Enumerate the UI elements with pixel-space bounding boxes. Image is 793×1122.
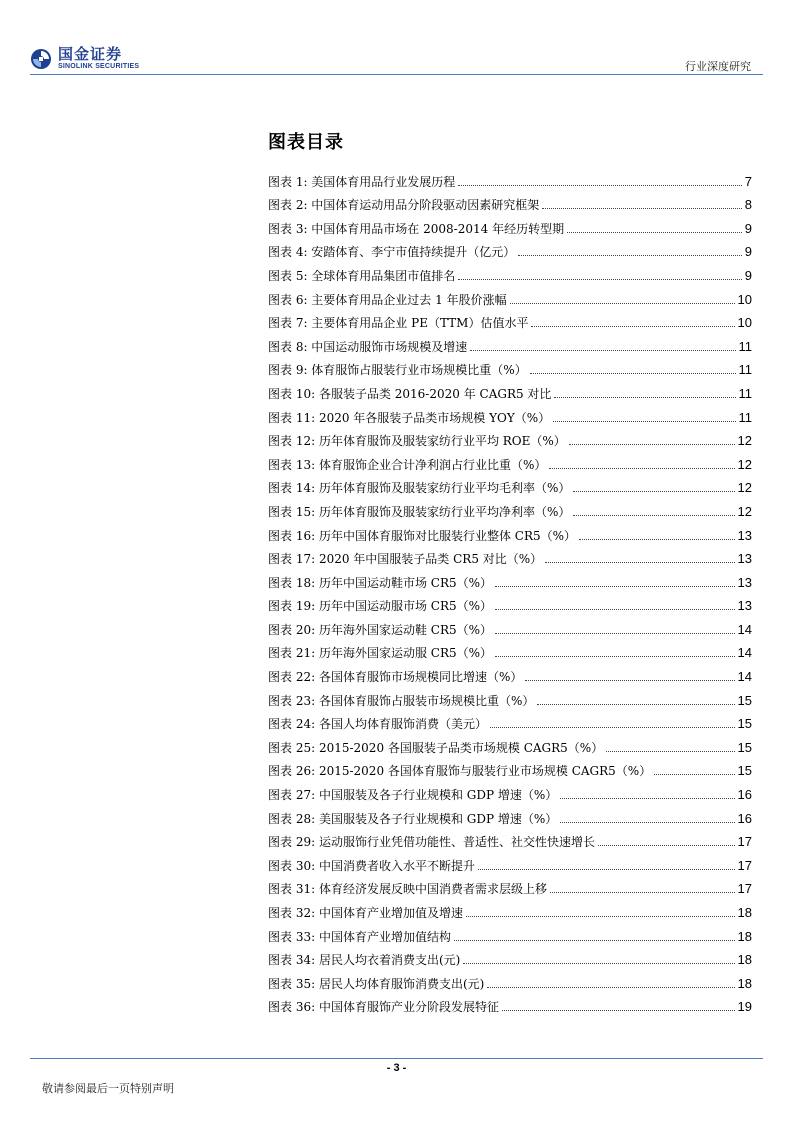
- toc-dot-leader: [567, 231, 742, 233]
- toc-entry-page: 13: [737, 551, 752, 567]
- logo-english-name: SINOLINK SECURITIES: [58, 63, 140, 70]
- toc-entry[interactable]: [268, 426, 752, 450]
- toc-entry[interactable]: [268, 968, 752, 992]
- header-divider: [30, 74, 763, 75]
- page-header: [0, 0, 793, 80]
- toc-dot-leader: [495, 585, 735, 587]
- toc-entry-label: 图表 7: 主要体育用品企业 PE（TTM）估值水平: [268, 316, 529, 331]
- toc-entry-page: 17: [737, 834, 752, 850]
- toc-dot-leader: [549, 467, 734, 469]
- toc-entry-label: 图表 22: 各国体育服饰市场规模同比增速（%）: [268, 670, 523, 685]
- toc-entry[interactable]: [268, 709, 752, 733]
- toc-entry-label: 图表 27: 中国服装及各子行业规模和 GDP 增速（%）: [268, 788, 558, 803]
- toc-entry-page: 11: [738, 385, 752, 401]
- toc-entry-label: 图表 2: 中国体育运动用品分阶段驱动因素研究框架: [268, 198, 540, 213]
- footer-divider: [30, 1058, 763, 1059]
- toc-dot-leader: [606, 750, 734, 752]
- toc-dot-leader: [463, 962, 734, 964]
- toc-entry[interactable]: [268, 874, 752, 898]
- toc-entry-page: 11: [738, 362, 752, 378]
- toc-dot-leader: [554, 396, 735, 398]
- toc-entry[interactable]: [268, 614, 752, 638]
- disclaimer-note: 敬请参阅最后一页特别声明: [42, 1082, 174, 1095]
- toc-entry[interactable]: [268, 190, 752, 214]
- toc-entry[interactable]: [268, 449, 752, 473]
- toc-entry[interactable]: [268, 544, 752, 568]
- toc-dot-leader: [478, 868, 735, 870]
- toc-entry[interactable]: [268, 473, 752, 497]
- toc-entry-label: 图表 8: 中国运动服饰市场规模及增速: [268, 339, 468, 354]
- toc-entry-label: 图表 11: 2020 年各服装子品类市场规模 YOY（%）: [268, 410, 551, 425]
- company-logo: [30, 46, 139, 71]
- toc-entry-label: 图表 3: 中国体育用品市场在 2008-2014 年经历转型期: [268, 221, 565, 236]
- toc-entry[interactable]: [268, 897, 752, 921]
- toc-entry-page: 14: [737, 669, 752, 685]
- toc-dot-leader: [495, 608, 735, 610]
- toc-dot-leader: [573, 490, 734, 492]
- toc-title: 图表目录: [268, 132, 344, 153]
- toc-dot-leader: [654, 773, 734, 775]
- toc-entry-label: 图表 21: 历年海外国家运动服 CR5（%）: [268, 646, 493, 661]
- toc-entry-page: 7: [744, 173, 752, 189]
- toc-entry[interactable]: [268, 827, 752, 851]
- toc-entry[interactable]: [268, 685, 752, 709]
- toc-entry-page: 14: [737, 645, 752, 661]
- toc-entry-page: 8: [744, 197, 752, 213]
- toc-entry-label: 图表 28: 美国服装及各子行业规模和 GDP 增速（%）: [268, 811, 558, 826]
- toc-entry-page: 16: [737, 787, 752, 803]
- toc-entry-page: 10: [737, 291, 752, 307]
- toc-entry[interactable]: [268, 284, 752, 308]
- toc-dot-leader: [495, 655, 735, 657]
- toc-entry[interactable]: [268, 331, 752, 355]
- toc-entry-label: 图表 33: 中国体育产业增加值结构: [268, 929, 451, 944]
- toc-dot-leader: [495, 632, 735, 634]
- toc-entry[interactable]: [268, 520, 752, 544]
- toc-dot-leader: [553, 420, 735, 422]
- toc-entry-page: 18: [737, 952, 752, 968]
- toc-entry-page: 18: [737, 905, 752, 920]
- toc-entry-label: 图表 14: 历年体育服饰及服装家纺行业平均毛利率（%）: [268, 481, 571, 496]
- toc-entry-label: 图表 24: 各国人均体育服饰消费（美元）: [268, 717, 487, 732]
- toc-entry-page: 13: [737, 527, 752, 543]
- toc-dot-leader: [598, 844, 735, 846]
- toc-entry[interactable]: [268, 213, 752, 237]
- toc-entry-label: 图表 16: 历年中国体育服饰对比服装行业整体 CR5（%）: [268, 528, 577, 543]
- toc-entry[interactable]: [268, 779, 752, 803]
- toc-dot-leader: [490, 726, 735, 728]
- toc-entry-label: 图表 25: 2015-2020 各国服装子品类市场规模 CAGR5（%）: [268, 740, 604, 755]
- toc-entry-label: 图表 32: 中国体育产业增加值及增速: [268, 906, 463, 920]
- toc-entry[interactable]: [268, 567, 752, 591]
- toc-dot-leader: [560, 821, 734, 823]
- toc-entry-label: 图表 1: 美国体育用品行业发展历程: [268, 174, 456, 189]
- toc-entry-label: 图表 30: 中国消费者收入水平不断提升: [268, 858, 475, 873]
- toc-entry-label: 图表 20: 历年海外国家运动鞋 CR5（%）: [268, 622, 493, 637]
- toc-dot-leader: [458, 278, 741, 280]
- toc-entry-label: 图表 36: 中国体育服饰产业分阶段发展特征: [268, 1000, 499, 1015]
- toc-entry-page: 14: [737, 621, 752, 637]
- report-type-label: 行业深度研究: [685, 60, 751, 73]
- toc-entry-label: 图表 19: 历年中国运动服市场 CR5（%）: [268, 599, 493, 614]
- toc-dot-leader: [470, 349, 735, 351]
- toc-entry-page: 18: [737, 975, 752, 991]
- toc-entry-label: 图表 10: 各服装子品类 2016-2020 年 CAGR5 对比: [268, 386, 552, 401]
- toc-entry[interactable]: [268, 921, 752, 945]
- toc-dot-leader: [542, 207, 741, 209]
- toc-dot-leader: [510, 302, 735, 304]
- toc-entry-page: 18: [737, 928, 752, 944]
- toc-dot-leader: [518, 254, 741, 256]
- toc-entry[interactable]: [268, 402, 752, 426]
- toc-entry-page: 12: [737, 433, 752, 449]
- toc-dot-leader: [530, 372, 736, 374]
- toc-entry-page: 10: [737, 315, 752, 331]
- toc-entry[interactable]: [268, 496, 752, 520]
- toc-dot-leader: [579, 538, 735, 540]
- toc-entry-label: 图表 29: 运动服饰行业凭借功能性、普适性、社交性快速增长: [268, 835, 595, 850]
- toc-entry-page: 13: [737, 598, 752, 614]
- toc-entry-label: 图表 4: 安踏体育、李宁市值持续提升（亿元）: [268, 245, 516, 260]
- toc-entry-page: 9: [744, 244, 752, 260]
- toc-entry-label: 图表 15: 历年体育服饰及服装家纺行业平均净利率（%）: [268, 504, 571, 519]
- toc-dot-leader: [545, 561, 734, 563]
- toc-entry-label: 图表 5: 全球体育用品集团市值排名: [268, 268, 456, 283]
- toc-entry[interactable]: [268, 237, 752, 261]
- toc-entry-page: 16: [737, 810, 752, 826]
- toc-dot-leader: [502, 1009, 735, 1011]
- toc-entry[interactable]: [268, 638, 752, 662]
- toc-dot-leader: [537, 703, 734, 705]
- toc-entry-label: 图表 17: 2020 年中国服装子品类 CR5 对比（%）: [268, 552, 543, 567]
- toc-entry-page: 13: [737, 574, 752, 590]
- toc-entry-page: 11: [738, 409, 752, 425]
- toc-entry-page: 9: [744, 267, 752, 283]
- toc-entry-page: 11: [738, 338, 752, 354]
- toc-entry[interactable]: [268, 803, 752, 827]
- toc-dot-leader: [573, 514, 734, 516]
- toc-entry-label: 图表 9: 体育服饰占服装行业市场规模比重（%）: [268, 363, 527, 378]
- toc-entry-page: 17: [737, 857, 752, 873]
- toc-entry-page: 17: [737, 881, 752, 897]
- page-number: - 3 -: [386, 1062, 407, 1074]
- toc-entry-label: 图表 26: 2015-2020 各国体育服饰与服装行业市场规模 CAGR5（%）: [268, 764, 652, 779]
- toc-dot-leader: [458, 184, 741, 186]
- toc-dot-leader: [525, 679, 734, 681]
- toc-entry-page: 12: [737, 480, 752, 496]
- toc-entry-label: 图表 13: 体育服饰企业合计净利润占行业比重（%）: [268, 457, 547, 472]
- toc-entry-label: 图表 23: 各国体育服饰占服装市场规模比重（%）: [268, 693, 535, 708]
- toc-entry-page: 15: [737, 739, 752, 755]
- toc-entry-label: 图表 18: 历年中国运动鞋市场 CR5（%）: [268, 575, 493, 590]
- toc-entry[interactable]: [268, 591, 752, 615]
- toc-entry-page: 19: [737, 999, 752, 1015]
- toc-entry-label: 图表 31: 体育经济发展反映中国消费者需求层级上移: [268, 882, 547, 897]
- toc-entry[interactable]: [268, 260, 752, 284]
- toc-entry-label: 图表 12: 历年体育服饰及服装家纺行业平均 ROE（%）: [268, 434, 566, 449]
- toc-entry[interactable]: [268, 756, 752, 780]
- toc-dot-leader: [560, 797, 734, 799]
- toc-dot-leader: [569, 443, 735, 445]
- toc-dot-leader: [487, 986, 734, 988]
- toc-entry-page: 12: [737, 456, 752, 472]
- logo-chinese-name: 国金证券: [58, 45, 123, 63]
- toc-entry-page: 15: [737, 692, 752, 708]
- toc-entry[interactable]: [268, 661, 752, 685]
- logo-emblem-icon: [30, 48, 52, 70]
- toc-entry-page: 15: [737, 716, 752, 732]
- toc-entry[interactable]: [268, 992, 752, 1016]
- toc-entry-page: 12: [737, 503, 752, 519]
- toc-entry[interactable]: [268, 378, 752, 402]
- toc-entry-page: 9: [744, 220, 752, 236]
- toc-entry[interactable]: [268, 308, 752, 332]
- toc-entry[interactable]: [268, 732, 752, 756]
- toc-entry-label: 图表 6: 主要体育用品企业过去 1 年股价涨幅: [268, 292, 507, 307]
- toc-entry-page: 15: [737, 763, 752, 779]
- toc-entry[interactable]: [268, 945, 752, 969]
- toc-entry[interactable]: [268, 355, 752, 379]
- toc-list: [268, 166, 752, 1015]
- toc-entry[interactable]: [268, 850, 752, 874]
- toc-entry[interactable]: [268, 166, 752, 190]
- toc-dot-leader: [466, 915, 735, 917]
- toc-entry-label: 图表 35: 居民人均体育服饰消费支出(元): [268, 976, 485, 991]
- toc-dot-leader: [531, 325, 734, 327]
- toc-entry-label: 图表 34: 居民人均衣着消费支出(元): [268, 953, 461, 968]
- toc-dot-leader: [550, 891, 735, 893]
- toc-dot-leader: [454, 939, 735, 941]
